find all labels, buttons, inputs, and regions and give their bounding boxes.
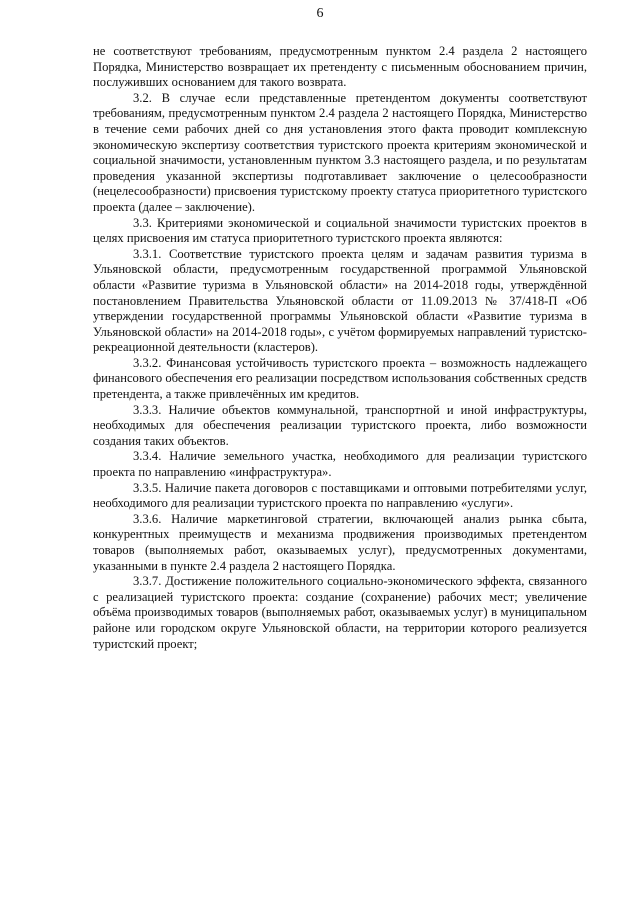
page-number: 6 <box>316 6 324 21</box>
paragraph-3-2: 3.2. В случае если представленные претендентом документы соответствуют требованиям, предусмотренным пунктом 2.4 раздела 2 настоящего Порядка, Министерство в течение семи рабочих дней со дня установления этого факта проводит комплексную экономическую экспертизу соответствия туристского проекта критериям экономической и социальной значимости, установленным пунктом 3.3 настоящего раздела, и по результатам проведения указанной экспертизы подготавливает заключение о целесообразности (нецелесообразности) присвоения туристскому проекту статуса приоритетного туристского проекта (далее – заключение). <box>93 90 587 214</box>
paragraph-3-3: 3.3. Критериями экономической и социальной значимости туристских проектов в целях присвоения им статуса приоритетного туристского проекта являются: <box>93 215 587 246</box>
paragraph-continuation: не соответствуют требованиям, предусмотренным пунктом 2.4 раздела 2 настоящего Порядка, Министерство возвращает их претенденту с письменным обоснованием причин, послуживших основанием для такого возврата. <box>93 44 587 90</box>
paragraph-3-3-3: 3.3.3. Наличие объектов коммунальной, транспортной и иной инфраструктуры, необходимых для обеспечения реализации туристского проекта, либо возможности создания таких объектов. <box>93 402 587 448</box>
paragraph-3-3-5: 3.3.5. Наличие пакета договоров с поставщиками и оптовыми потребителями услуг, необходимого для реализации туристского проекта по направлению «услуги». <box>93 480 587 511</box>
paragraph-3-3-4: 3.3.4. Наличие земельного участка, необходимого для реализации туристского проекта по направлению «инфраструктура». <box>93 449 587 480</box>
document-body <box>93 44 587 652</box>
paragraph-3-3-1: 3.3.1. Соответствие туристского проекта целям и задачам развития туризма в Ульяновской области, предусмотренным государственной программой Ульяновской области «Развитие туризма в Ульяновской области» на 2014-2018 годы, утверждённой постановлением Правительства Ульяновской области от 11.09.2013 № 37/418-П «Об утверждении государственной программы Ульяновской области «Развитие туризма в Ульяновской области» на 2014-2018 годы», с учётом формируемых направлений туристско-рекреационной деятельности (кластеров). <box>93 246 587 355</box>
paragraph-3-3-6: 3.3.6. Наличие маркетинговой стратегии, включающей анализ рынка сбыта, конкурентных преимуществ и механизма продвижения производимых претендентом товаров (выполняемых работ, оказываемых услуг), предусмотренных документами, указанными в пункте 2.4 раздела 2 настоящего Порядка. <box>93 511 587 573</box>
paragraph-3-3-7: 3.3.7. Достижение положительного социально-экономического эффекта, связанного с реализацией туристского проекта: создание (сохранение) рабочих мест; увеличение объёма производимых товаров (выполняемых работ, оказываемых услуг) в муниципальном районе или городском округе Ульяновской области, на территории которого реализуется туристский проект; <box>93 574 587 651</box>
paragraph-3-3-2: 3.3.2. Финансовая устойчивость туристского проекта – возможность надлежащего финансового обеспечения его реализации посредством использования собственных средств претендента, а также привлечённых им кредитов. <box>93 355 587 402</box>
